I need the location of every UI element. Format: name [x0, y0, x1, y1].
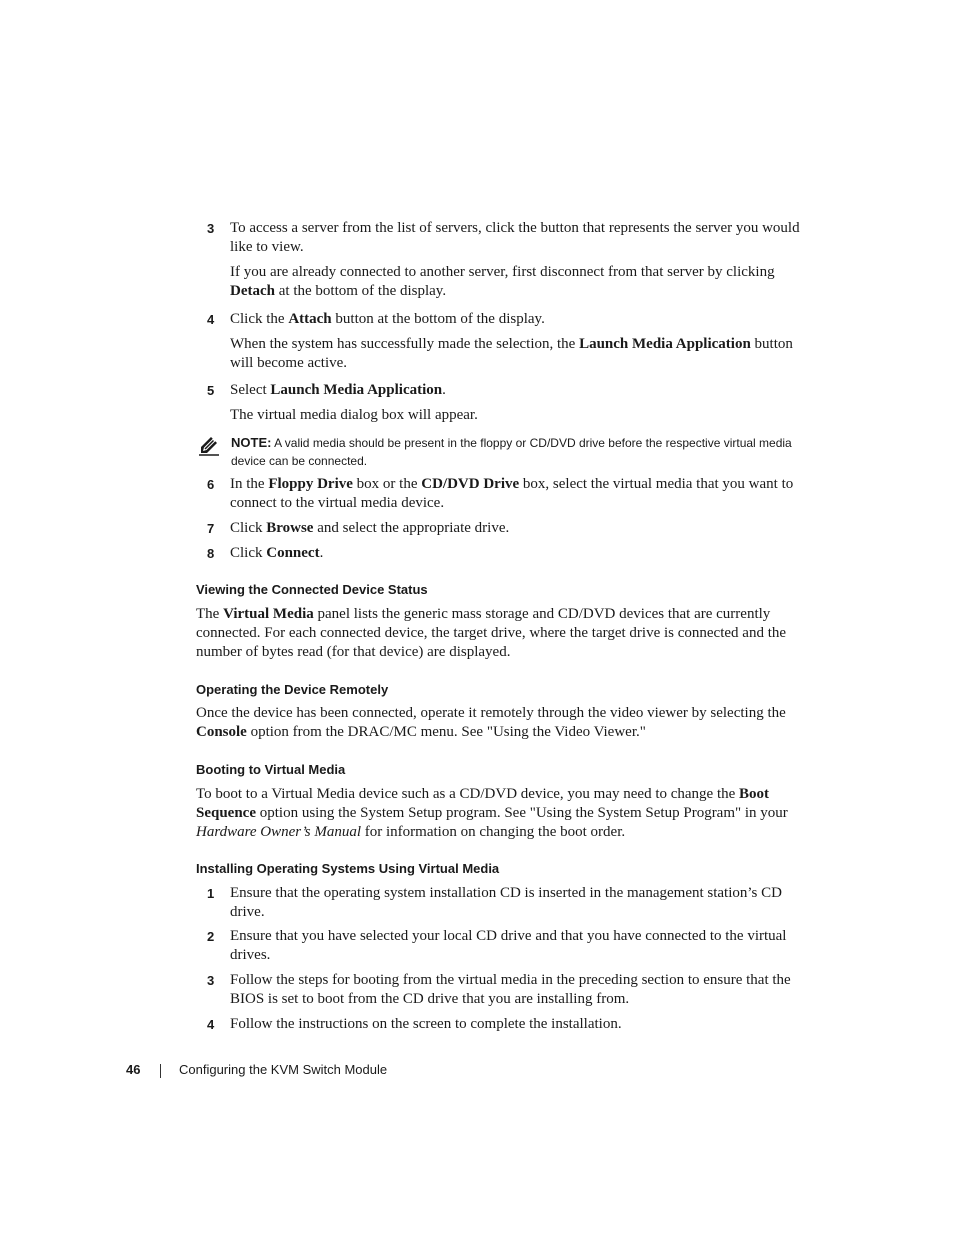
note-text — [231, 434, 813, 470]
text-run: The — [196, 606, 224, 622]
install-step-1 — [207, 884, 811, 922]
text-run: option using the System Setup program. See "Using the System Setup Program" in your — [256, 805, 788, 821]
ui-term-cd-dvd-drive: CD/DVD Drive — [421, 476, 520, 492]
section-paragraph — [196, 785, 812, 842]
step-8 — [207, 544, 811, 563]
ui-term-attach: Attach — [288, 311, 332, 327]
step-text — [230, 519, 811, 538]
footer-divider — [160, 1064, 161, 1078]
step-text: Ensure that you have selected your local CD drive and that you have connected to the virtual drives. — [230, 928, 787, 963]
step-number: 4 — [207, 312, 215, 327]
step-4-detail — [230, 335, 812, 373]
step-text — [230, 544, 811, 563]
text-run: To boot to a Virtual Media device such as a CD/DVD device, you may need to change the — [196, 786, 740, 802]
note-body: A valid media should be present in the floppy or CD/DVD drive before the respective virtual media device can be connected. — [231, 436, 792, 468]
ui-term-virtual-media: Virtual Media — [223, 606, 314, 622]
step-3-detail — [230, 263, 812, 301]
text-run: When the system has successfully made the selection, the — [230, 336, 580, 352]
step-number: 4 — [207, 1017, 215, 1032]
step-number: 3 — [207, 973, 215, 988]
manual-title: Hardware Owner’s Manual — [196, 824, 362, 840]
step-number: 7 — [207, 521, 215, 536]
step-5-detail: The virtual media dialog box will appear. — [230, 407, 478, 423]
text-run: In the — [230, 476, 269, 492]
step-text — [230, 475, 811, 513]
section-heading: Installing Operating Systems Using Virtual Media — [196, 861, 500, 876]
text-run: . — [319, 545, 324, 561]
ui-term-boot-sequence: Boot Sequence — [196, 786, 770, 821]
step-text: Follow the instructions on the screen to complete the installation. — [230, 1016, 622, 1032]
install-step-4 — [207, 1015, 811, 1034]
step-3 — [207, 219, 811, 257]
text-run: and select the appropriate drive. — [313, 520, 510, 536]
text-run: . — [442, 382, 446, 398]
text-run: Once the device has been connected, operate it remotely through the video viewer by selecting the — [196, 705, 786, 721]
ui-term-launch-media: Launch Media Application — [270, 382, 443, 398]
text-run: panel lists the generic mass storage and CD/DVD devices that are currently connected. For each connected device, the target drive, where the target drive is connected and the number of bytes read (for that device) are displayed. — [196, 606, 787, 660]
text-run: box or the — [352, 476, 422, 492]
text-run: If you are already connected to another server, first disconnect from that server by clicking — [230, 264, 775, 280]
ui-term-console: Console — [196, 724, 247, 740]
chapter-title: Configuring the KVM Switch Module — [179, 1062, 388, 1077]
ui-term-detach: Detach — [230, 283, 275, 299]
install-step-3 — [207, 971, 811, 1009]
note-label: NOTE: — [231, 435, 272, 450]
step-text: To access a server from the list of servers, click the button that represents the server you would like to view. — [230, 220, 800, 255]
ui-term-browse: Browse — [266, 520, 314, 536]
step-number: 6 — [207, 477, 215, 492]
step-4 — [207, 310, 811, 329]
ui-term-connect: Connect — [266, 545, 320, 561]
step-text: Follow the steps for booting from the virtual media in the preceding section to ensure that the BIOS is set to boot from the CD drive that you are installing from. — [230, 972, 791, 1007]
step-7 — [207, 519, 811, 538]
text-run: option from the DRAC/MC menu. See "Using the Video Viewer." — [246, 724, 646, 740]
section-paragraph — [196, 704, 812, 742]
step-text — [230, 310, 811, 329]
text-run: Select — [230, 382, 271, 398]
step-text: Ensure that the operating system installation CD is inserted in the management station’s CD drive. — [230, 885, 782, 920]
ui-term-floppy-drive: Floppy Drive — [268, 476, 353, 492]
step-5 — [207, 381, 811, 400]
text-run: Click — [230, 520, 267, 536]
text-run: button at the bottom of the display. — [331, 311, 545, 327]
step-number: 1 — [207, 886, 215, 901]
step-number: 5 — [207, 383, 215, 398]
step-text — [230, 381, 811, 400]
step-number: 3 — [207, 221, 215, 236]
step-number: 2 — [207, 929, 215, 944]
pencil-note-icon — [198, 434, 220, 456]
install-step-2 — [207, 927, 811, 965]
text-run: for information on changing the boot order. — [361, 824, 626, 840]
text-run: button will become active. — [230, 336, 793, 371]
text-run: at the bottom of the display. — [275, 283, 447, 299]
text-run: Click the — [230, 311, 289, 327]
section-paragraph — [196, 605, 812, 662]
section-heading: Operating the Device Remotely — [196, 682, 389, 697]
text-run: box, select the virtual media that you want to connect to the virtual media device. — [230, 476, 794, 511]
text-run: Click — [230, 545, 267, 561]
step-6 — [207, 475, 811, 513]
step-number: 8 — [207, 546, 215, 561]
ui-term-launch-media: Launch Media Application — [579, 336, 751, 352]
section-heading: Viewing the Connected Device Status — [196, 582, 428, 597]
section-heading: Booting to Virtual Media — [196, 762, 346, 777]
page-number: 46 — [126, 1062, 141, 1077]
